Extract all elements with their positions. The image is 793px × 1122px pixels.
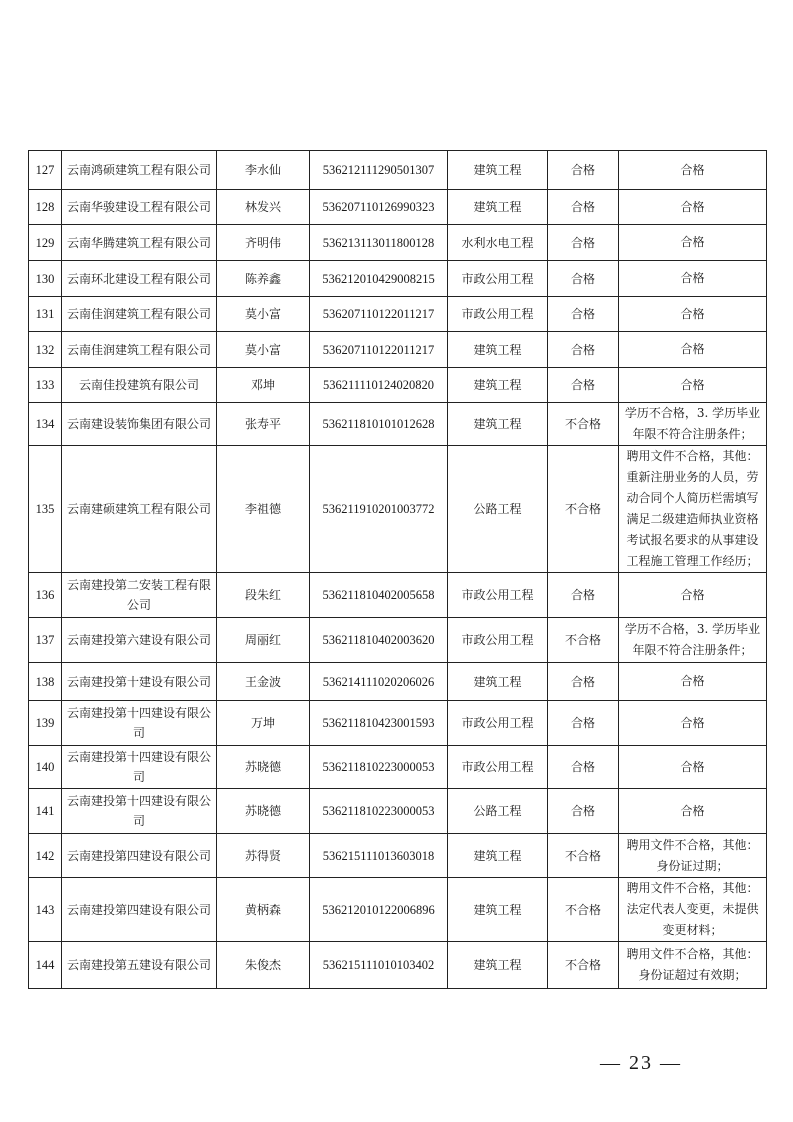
company-name-cell: 云南鸿硕建筑工程有限公司	[62, 151, 217, 190]
company-name-cell: 云南建投第十四建设有限公司	[62, 746, 217, 789]
remark-cell: 聘用文件不合格，其他：身份证过期；	[619, 834, 767, 878]
row-number-cell: 131	[29, 297, 62, 332]
person-name-cell: 苏得贤	[217, 834, 310, 878]
table-row	[29, 618, 767, 663]
company-name-cell: 云南建设装饰集团有限公司	[62, 403, 217, 446]
row-number-cell: 144	[29, 942, 62, 989]
table-row	[29, 746, 767, 789]
company-name-cell: 云南华骏建设工程有限公司	[62, 190, 217, 225]
major-cell: 水利水电工程	[448, 225, 548, 261]
certificate-number-cell: 536207110126990323	[310, 190, 448, 225]
remark-cell: 聘用文件不合格，其他：法定代表人变更，未提供变更材料；	[619, 878, 767, 942]
company-name-cell: 云南建投第六建设有限公司	[62, 618, 217, 663]
person-name-cell: 邓坤	[217, 368, 310, 403]
certificate-number-cell: 536211810402003620	[310, 618, 448, 663]
remark-cell: 合格	[619, 225, 767, 261]
table-row	[29, 403, 767, 446]
certificate-number-cell: 536211910201003772	[310, 446, 448, 573]
result-cell: 合格	[548, 368, 619, 403]
company-name-cell: 云南佳润建筑工程有限公司	[62, 297, 217, 332]
row-number-cell: 128	[29, 190, 62, 225]
row-number-cell: 132	[29, 332, 62, 368]
row-number-cell: 141	[29, 789, 62, 834]
major-cell: 市政公用工程	[448, 746, 548, 789]
major-cell: 建筑工程	[448, 332, 548, 368]
remark-cell: 合格	[619, 332, 767, 368]
certificate-number-cell: 536212010429008215	[310, 261, 448, 297]
major-cell: 建筑工程	[448, 663, 548, 701]
page-number: — 23 —	[600, 1052, 682, 1074]
result-cell: 不合格	[548, 942, 619, 989]
row-number-cell: 130	[29, 261, 62, 297]
major-cell: 市政公用工程	[448, 261, 548, 297]
table-row	[29, 834, 767, 878]
registration-results-table	[28, 150, 767, 989]
company-name-cell: 云南环北建设工程有限公司	[62, 261, 217, 297]
certificate-number-cell: 536214111020206026	[310, 663, 448, 701]
table-row	[29, 190, 767, 225]
result-cell: 合格	[548, 297, 619, 332]
result-cell: 不合格	[548, 446, 619, 573]
table-row	[29, 573, 767, 618]
person-name-cell: 段朱红	[217, 573, 310, 618]
major-cell: 市政公用工程	[448, 618, 548, 663]
table-row	[29, 151, 767, 190]
major-cell: 建筑工程	[448, 151, 548, 190]
row-number-cell: 138	[29, 663, 62, 701]
person-name-cell: 陈养鑫	[217, 261, 310, 297]
remark-cell: 合格	[619, 151, 767, 190]
company-name-cell: 云南建硕建筑工程有限公司	[62, 446, 217, 573]
remark-cell: 聘用文件不合格，其他：重新注册业务的人员，劳动合同个人简历栏需填写满足二级建造师执业资格考试报名要求的从事建设工程施工管理工作经历；	[619, 446, 767, 573]
row-number-cell: 127	[29, 151, 62, 190]
table-row	[29, 446, 767, 573]
company-name-cell: 云南建投第十四建设有限公司	[62, 701, 217, 746]
result-cell: 不合格	[548, 878, 619, 942]
table-row	[29, 942, 767, 989]
major-cell: 市政公用工程	[448, 701, 548, 746]
certificate-number-cell: 536215111013603018	[310, 834, 448, 878]
remark-cell: 合格	[619, 663, 767, 701]
remark-cell: 学历不合格，3. 学历毕业年限不符合注册条件；	[619, 618, 767, 663]
company-name-cell: 云南建投第五建设有限公司	[62, 942, 217, 989]
certificate-number-cell: 536211110124020820	[310, 368, 448, 403]
certificate-number-cell: 536207110122011217	[310, 332, 448, 368]
person-name-cell: 苏晓德	[217, 789, 310, 834]
company-name-cell: 云南建投第四建设有限公司	[62, 878, 217, 942]
person-name-cell: 莫小富	[217, 332, 310, 368]
result-cell: 不合格	[548, 403, 619, 446]
row-number-cell: 140	[29, 746, 62, 789]
row-number-cell: 133	[29, 368, 62, 403]
major-cell: 公路工程	[448, 446, 548, 573]
result-cell: 合格	[548, 573, 619, 618]
certificate-number-cell: 536213113011800128	[310, 225, 448, 261]
certificate-number-cell: 536211810402005658	[310, 573, 448, 618]
company-name-cell: 云南建投第十建设有限公司	[62, 663, 217, 701]
row-number-cell: 136	[29, 573, 62, 618]
table-row	[29, 297, 767, 332]
company-name-cell: 云南华腾建筑工程有限公司	[62, 225, 217, 261]
certificate-number-cell: 536215111010103402	[310, 942, 448, 989]
row-number-cell: 129	[29, 225, 62, 261]
table-row	[29, 261, 767, 297]
company-name-cell: 云南佳投建筑有限公司	[62, 368, 217, 403]
certificate-number-cell: 536207110122011217	[310, 297, 448, 332]
major-cell: 建筑工程	[448, 942, 548, 989]
remark-cell: 合格	[619, 789, 767, 834]
remark-cell: 合格	[619, 573, 767, 618]
person-name-cell: 李祖德	[217, 446, 310, 573]
table-row	[29, 368, 767, 403]
certificate-number-cell: 536212010122006896	[310, 878, 448, 942]
major-cell: 建筑工程	[448, 190, 548, 225]
remark-cell: 合格	[619, 746, 767, 789]
major-cell: 市政公用工程	[448, 573, 548, 618]
table-row	[29, 878, 767, 942]
person-name-cell: 李水仙	[217, 151, 310, 190]
certificate-number-cell: 536211810101012628	[310, 403, 448, 446]
result-cell: 不合格	[548, 834, 619, 878]
table-row	[29, 789, 767, 834]
remark-cell: 合格	[619, 190, 767, 225]
row-number-cell: 139	[29, 701, 62, 746]
company-name-cell: 云南佳润建筑工程有限公司	[62, 332, 217, 368]
major-cell: 建筑工程	[448, 368, 548, 403]
major-cell: 市政公用工程	[448, 297, 548, 332]
company-name-cell: 云南建投第四建设有限公司	[62, 834, 217, 878]
result-cell: 合格	[548, 701, 619, 746]
remark-cell: 合格	[619, 261, 767, 297]
result-cell: 合格	[548, 225, 619, 261]
result-cell: 合格	[548, 151, 619, 190]
certificate-number-cell: 536211810423001593	[310, 701, 448, 746]
remark-cell: 学历不合格，3. 学历毕业年限不符合注册条件；	[619, 403, 767, 446]
row-number-cell: 137	[29, 618, 62, 663]
company-name-cell: 云南建投第二安装工程有限公司	[62, 573, 217, 618]
row-number-cell: 135	[29, 446, 62, 573]
person-name-cell: 黄柄森	[217, 878, 310, 942]
company-name-cell: 云南建投第十四建设有限公司	[62, 789, 217, 834]
table-row	[29, 225, 767, 261]
person-name-cell: 齐明伟	[217, 225, 310, 261]
table-row	[29, 663, 767, 701]
row-number-cell: 142	[29, 834, 62, 878]
result-cell: 不合格	[548, 618, 619, 663]
person-name-cell: 林发兴	[217, 190, 310, 225]
result-cell: 合格	[548, 261, 619, 297]
major-cell: 建筑工程	[448, 834, 548, 878]
major-cell: 公路工程	[448, 789, 548, 834]
remark-cell: 合格	[619, 368, 767, 403]
person-name-cell: 万坤	[217, 701, 310, 746]
result-cell: 合格	[548, 746, 619, 789]
table-row	[29, 701, 767, 746]
person-name-cell: 张寿平	[217, 403, 310, 446]
person-name-cell: 朱俊杰	[217, 942, 310, 989]
table-row	[29, 332, 767, 368]
certificate-number-cell: 536212111290501307	[310, 151, 448, 190]
person-name-cell: 苏晓德	[217, 746, 310, 789]
remark-cell: 合格	[619, 297, 767, 332]
major-cell: 建筑工程	[448, 878, 548, 942]
row-number-cell: 134	[29, 403, 62, 446]
certificate-number-cell: 536211810223000053	[310, 746, 448, 789]
result-cell: 合格	[548, 190, 619, 225]
person-name-cell: 王金波	[217, 663, 310, 701]
row-number-cell: 143	[29, 878, 62, 942]
result-cell: 合格	[548, 789, 619, 834]
remark-cell: 合格	[619, 701, 767, 746]
certificate-number-cell: 536211810223000053	[310, 789, 448, 834]
person-name-cell: 莫小富	[217, 297, 310, 332]
person-name-cell: 周丽红	[217, 618, 310, 663]
remark-cell: 聘用文件不合格，其他：身份证超过有效期；	[619, 942, 767, 989]
result-cell: 合格	[548, 663, 619, 701]
result-cell: 合格	[548, 332, 619, 368]
major-cell: 建筑工程	[448, 403, 548, 446]
